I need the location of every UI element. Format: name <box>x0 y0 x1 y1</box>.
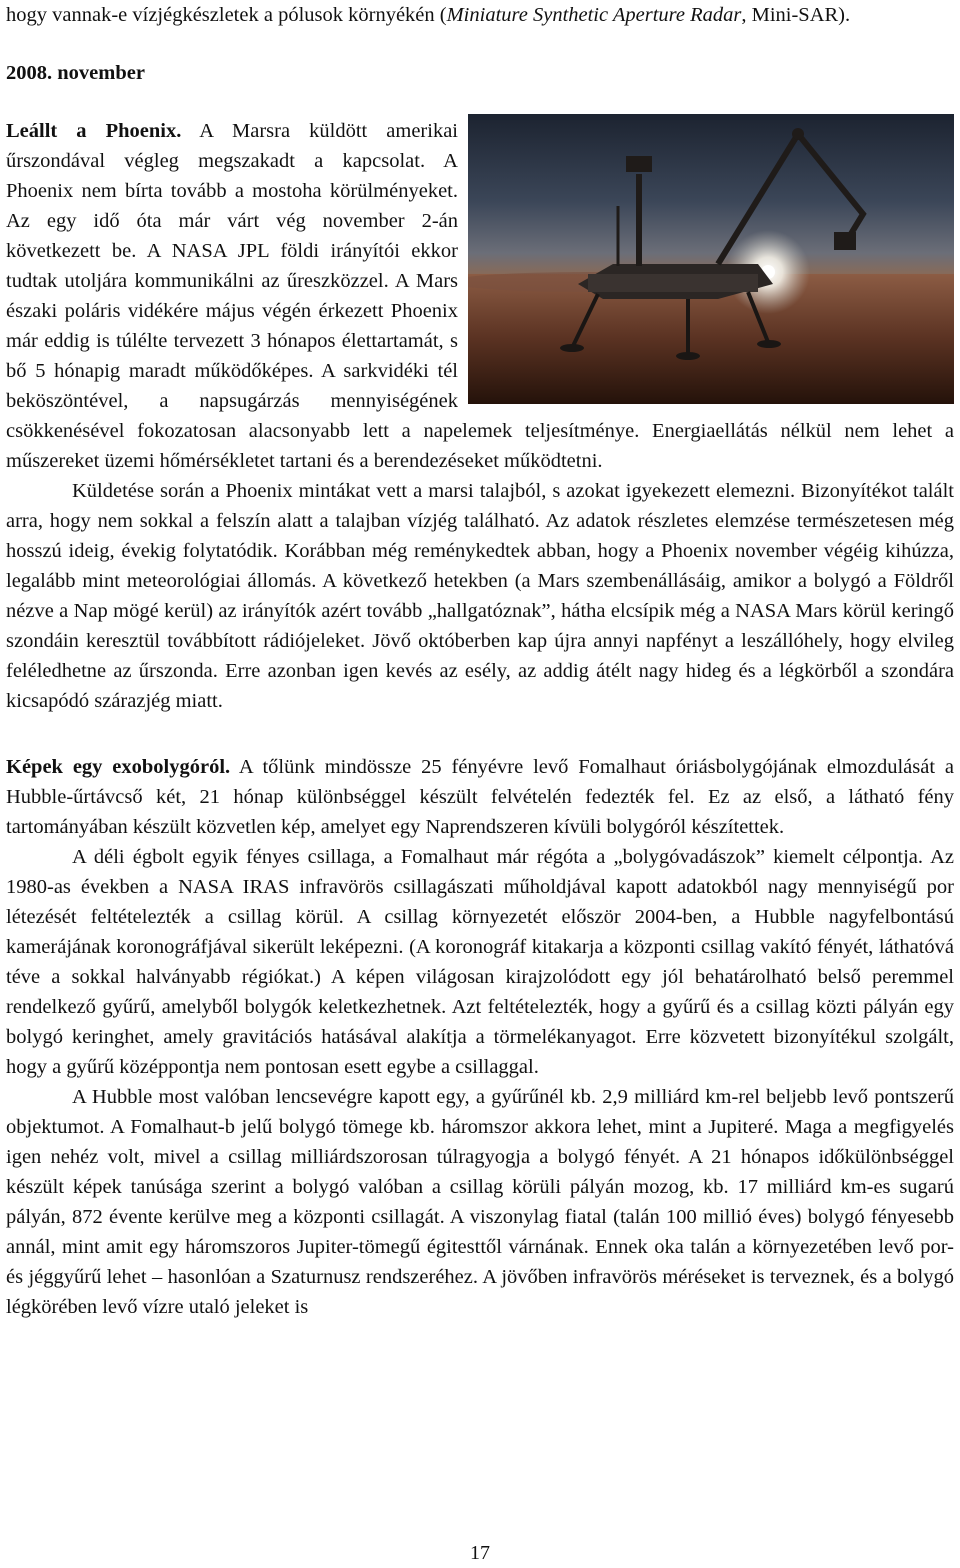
exo-lead: Képek egy exobolygóról. <box>6 756 231 778</box>
intro-text: hogy vannak-e vízjégkészletek a pólusok környékén ( <box>6 4 447 26</box>
document-page <box>6 0 954 1322</box>
exo-text-1: A tőlünk mindössze 25 fényévre levő Fomalhaut óriásbolygójának elmozdulását a Hubble-űrtávcső két, 21 hónap különbséggel készült felvételén fedezték fel. Ez az első, a látható fény tartományában készült közvetlen kép, amelyet egy Naprendszeren kívüli bolygóról készítettek. <box>6 756 954 838</box>
exo-paragraph-1 <box>6 752 954 842</box>
exo-paragraph-3: A Hubble most valóban lencsevégre kapott egy, a gyűrűnél kb. 2,9 milliárd km-rel beljebb levő pontszerű objektumot. A Fomalhaut-b jelű bolygó tömege kb. háromszor akkora lehet, mint a Jupiteré. Maga a megfigyelés igen nehéz volt, mivel a csillag milliárdszorosan túlragyogja a bolygó fényét. A 21 hónapos időkülönbséggel készült képek tanúsága szerint a bolygó valóban a csillag körüli pályán mozog, kb. 17 milliárd km-es sugarú pályán, 872 évente kerülve meg a központi csillagát. A viszonylag fiatal (talán 100 millió éves) bolygó fényesebb annál, mint amit egy háromszoros Jupiter-tömegű égitesttől várnának. Ennek oka talán a környezetében levő por- és jéggyűrű lehet – hasonlóan a Szaturnusz rendszeréhez. A jövőben infravörös méréseket is terveznek, és a bolygó légkörében levő vízre utaló jeleket is <box>6 1086 954 1318</box>
intro-italic: Miniature Synthetic Aperture Radar <box>446 4 742 26</box>
exo-paragraph-2: A déli égbolt egyik fényes csillaga, a Fomalhaut már régóta a „bolygóvadászok” kiemelt célpontja. Az 1980-as években a NASA IRAS infravörös csillagászati műholdjával kapott adatokból nagy mennyiségű por létezését feltételezték a csillag körül. A csillag környezetét először 2004-ben, a Hubble nagyfelbontású kamerájának koronográfjával sikerült leképezni. (A koronográf kitakarja a központi csillag vakító fényét, láthatóvá téve a sokkal halványabb régiókat.) A képen világosan kirajzolódott egy jól behatárolható belső peremmel rendelkező gyűrű, amelyből bolygók keletkezhetnek. Azt feltételezték, hogy a gyűrű és a csillag közti pályán egy bolygó keringhet, amely gravitációs hatásával alakítja a törmelékanyagot. Erre közvetett bizonyítékul szolgált, hogy a gyűrű középpontja nem pontosan esett egybe a csillaggal. <box>6 846 954 1078</box>
date-heading-text: 2008. november <box>6 62 145 84</box>
phoenix-lander-image <box>468 114 954 404</box>
intro-text-end: , Mini-SAR). <box>741 4 851 26</box>
phoenix-text-1: A Marsra küldött amerikai űrszondával végleg megszakadt a kapcsolat. A Phoenix nem bírta tovább a mostoha körülményeket. Az egy idő óta már várt vég november 2-án következett be. A NASA JPL földi irányítói ekkor tudtak utoljára kommunikálni az űreszközzel. A Mars északi poláris vidékére május végén érkezett Phoenix már eddig is túlélte tervezett 3 hónapos élettartamát, s bő 5 hónapig maradt működőképes. A sarkvidéki tél beköszöntével, a napsugárzás mennyiségének csökkenésével fokozatosan alacsonyabb lett a napelemek teljesítménye. Energiaellátás nélkül nem lehet a műszereket üzemi hőmérsékletet tartani és a berendezéseket működtetni. <box>6 120 954 472</box>
spacer <box>6 716 954 752</box>
phoenix-lead: Leállt a Phoenix. <box>6 120 182 142</box>
page-number: 17 <box>470 1542 490 1564</box>
intro-paragraph <box>6 0 954 30</box>
phoenix-paragraph-2: Küldetése során a Phoenix mintákat vett a marsi talajból, s azokat igyekezett elemezni. Bizonyítékot talált arra, hogy nem sokkal a felszín alatt a talajban vízjég található. Az adatok részletes elemzése természetesen még hosszú ideig, évekig folytatódik. Korábban még reménykedtek abban, hogy a Phoenix november végéig kihúzza, legalább mint meteorológiai állomás. A következő hetekben (a Mars szembenállásáig, amikor a bolygó a Földről nézve a Nap mögé kerül) az irányítók azért tovább „hallgatóznak”, hátha elcsípik még a NASA Mars körül keringő szondáin keresztül továbbított rádiójeleket. Jövő októberben kap újra annyi napfényt a leszállóhely, hogy elvileg feléledhetne az űrszonda. Erre azonban igen kevés az esély, az addig átélt nagy hideg és a légkörből a szondára kicsapódó szárazjég miatt. <box>6 480 954 712</box>
spacer <box>6 88 954 116</box>
date-heading <box>6 58 954 88</box>
spacer <box>6 30 954 58</box>
phoenix-lander-illustration <box>468 114 954 404</box>
